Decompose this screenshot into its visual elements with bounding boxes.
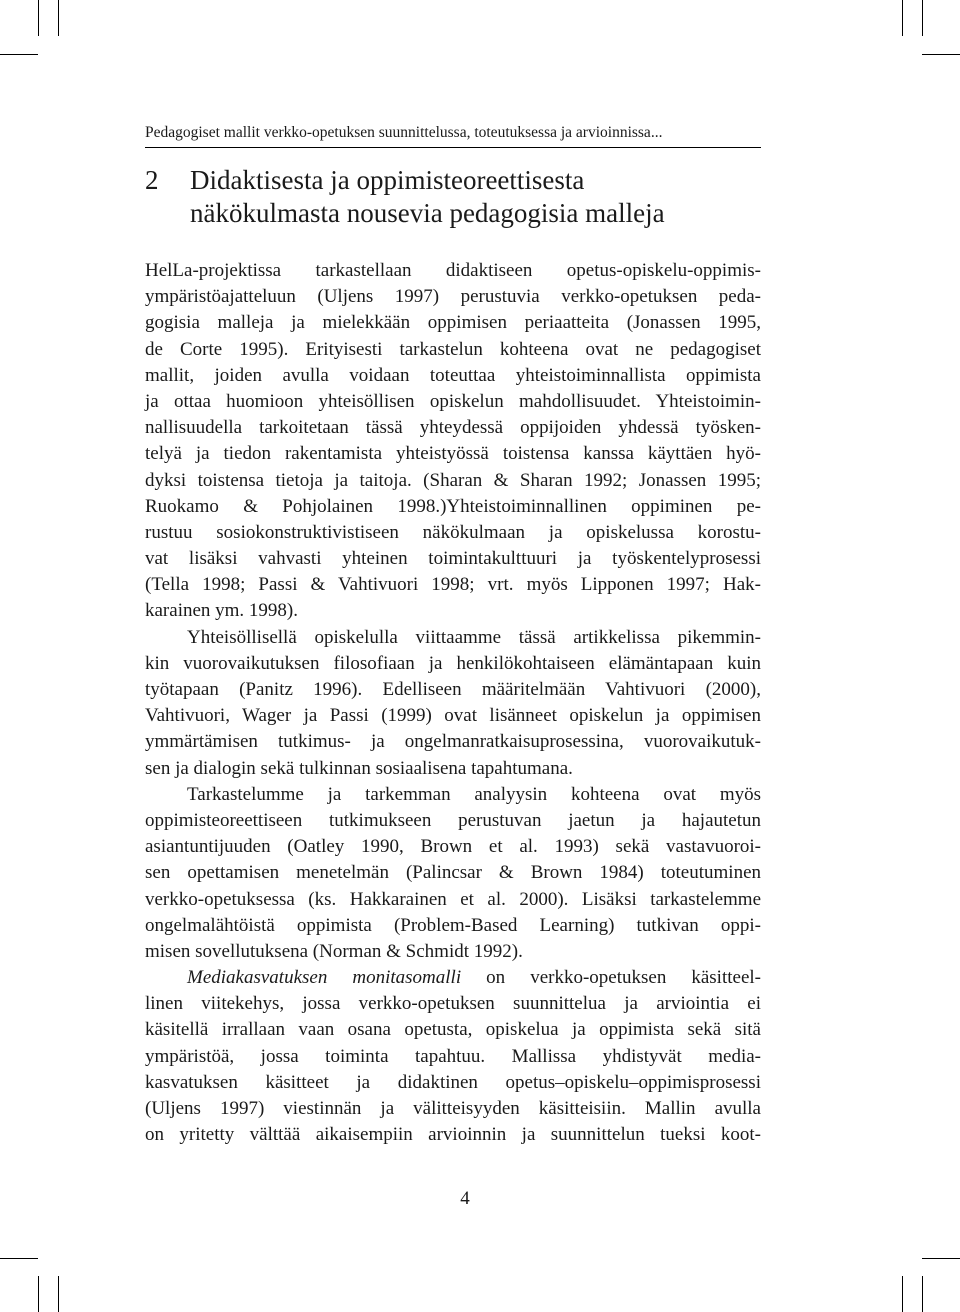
running-head: Pedagogiset mallit verkko-opetuksen suunnittelussa, toteutuksessa ja arvioinnissa... [145,124,663,141]
paragraph-2 [145,625,761,782]
crop-mark [902,0,903,36]
text-line: rustuu sosiokonstruktivistiseen näkökulmaan ja opiskelussa korostu- [145,521,761,543]
chapter-title-line-1: Didaktisesta ja oppimisteoreettisesta [190,165,585,195]
text-line: verkko-opetuksessa (ks. Hakkarainen et al. 2000). Lisäksi tarkastelemme [145,888,761,910]
text-line [145,965,761,991]
text-line: vat lisäksi vahvasti yhteinen toimintakulttuuri ja työskentelyprosessi [145,548,761,570]
crop-mark [902,1276,903,1312]
text-line: oppimisteoreettiseen tutkimukseen perustuvan jaetun ja hajautetun [145,809,761,831]
text-line: asiantuntijuuden (Oatley 1990, Brown et al. 1993) sekä vastavuoroi- [145,836,761,858]
crop-mark [58,1276,59,1312]
text-line: Vahtivuori, Wager ja Passi (1999) ovat lisänneet opiskelun ja oppimisen [145,705,761,727]
text-line: ymmärtämisen tutkimus- ja ongelmanratkaisuprosessina, vuorovaikutuk- [145,731,761,753]
text-line: mallit, joiden avulla voidaan toteuttaa yhteistoiminnallista oppimista [145,364,761,386]
text-line: käsitellä irrallaan vaan osana opetusta, opiskelua ja oppimista sekä sitä [145,1019,761,1041]
text-line: ja ottaa huomioon yhteisöllisen opiskelun mahdollisuudet. Yhteistoimin- [145,390,761,412]
paragraph-1 [145,258,761,625]
italic-term: Mediakasvatuksen monitasomalli [187,967,462,989]
text-line: telyä ja tiedon rakentamista yhteistyössä toistensa kanssa käyttäen hyö- [145,443,761,465]
crop-mark [922,0,923,36]
text-line: työtapaan (Panitz 1996). Edelliseen määritelmään Vahtivuori (2000), [145,679,761,700]
page-number: 4 [460,1188,470,1209]
text-line: sen ja dialogin sekä tulkinnan sosiaalisena tapahtumana. [145,757,573,779]
text-line: gogisia malleja ja mielekkään oppimisen periaatteita (Jonassen 1995, [145,312,761,334]
paragraph-4 [145,965,761,1148]
text-line: kasvatuksen käsitteet ja didaktinen opetus–opiskelu–oppimisprosessi [145,1071,761,1093]
text-line: HelLa-projektissa tarkastellaan didaktiseen opetus-opiskelu-oppimis- [145,260,761,281]
crop-mark [922,1258,960,1259]
text-line: Tarkastelumme ja tarkemman analyysin kohteena ovat myös [187,783,761,805]
text-line: ympäristöä, jossa toiminta tapahtuu. Mallissa yhdistyvät media- [145,1045,761,1067]
text-line: (Tella 1998; Passi & Vahtivuori 1998; vrt. myös Lipponen 1997; Hak- [145,574,761,596]
text-line: Ruokamo & Pohjolainen 1998.)Yhteistoiminnallinen oppiminen pe- [145,495,761,517]
text-line: de Corte 1995). Erityisesti tarkastelun kohteena ovat ne pedagogiset [145,338,761,360]
text-line: karainen ym. 1998). [145,600,299,622]
crop-mark [922,1276,923,1312]
text-line: nallisuudella tarkoitetaan tässä yhteydessä oppijoiden yhdessä työsken- [145,417,761,439]
text-line: kin vuorovaikutuksen filosofiaan ja henkilökohtaiseen elämäntapaan kuin [145,652,761,674]
crop-mark [922,54,960,55]
text-line: sen opettamisen menetelmän (Palincsar & Brown 1984) toteutuminen [145,862,761,884]
text-line: (Uljens 1997) viestinnän ja välitteisyyden käsitteisiin. Mallin avulla [145,1098,761,1119]
crop-mark [58,0,59,36]
text-line: on yritetty välttää aikaisempiin arvioinnin ja suunnittelun tueksi koot- [145,1124,761,1146]
header-rule [145,147,761,148]
body-text [145,258,761,1148]
text-line: misen sovellutuksena (Norman & Schmidt 1992). [145,940,523,962]
text-line-rest: on verkko-opetuksen käsitteel- [461,967,761,989]
text-line: dyksi toistensa tietoja ja taitoja. (Sharan & Sharan 1992; Jonassen 1995; [145,469,761,491]
paragraph-3 [145,782,761,965]
text-line: ongelmalähtöistä oppimista (Problem-Based Learning) tutkivan oppi- [145,914,761,936]
chapter-title-line-2: näkökulmasta nousevia pedagogisia malleja [190,198,665,228]
crop-mark [38,1276,39,1312]
chapter-heading [145,164,665,230]
text-line: Yhteisöllisellä opiskelulla viittaamme tässä artikkelissa pikemmin- [187,626,761,648]
chapter-number: 2 [145,165,159,195]
crop-mark [0,54,38,55]
crop-mark [38,0,39,36]
text-line: ympäristöajatteluun (Uljens 1997) perustuvia verkko-opetuksen peda- [145,286,761,308]
crop-mark [0,1258,38,1259]
text-line: linen viitekehys, jossa verkko-opetuksen suunnittelua ja arviointia ei [145,993,761,1015]
